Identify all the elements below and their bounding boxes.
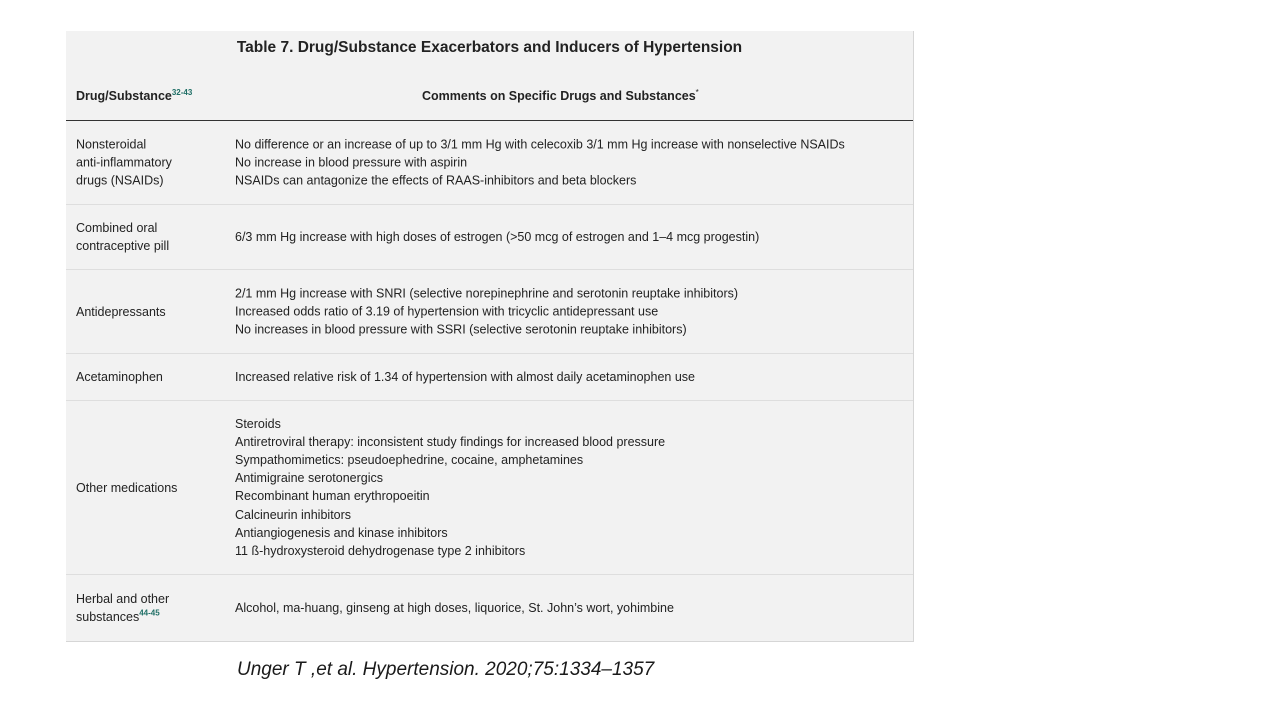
drug-cell [76, 302, 216, 320]
drug-reference: 44-45 [139, 608, 160, 618]
drug-line [76, 608, 216, 626]
comments-cell [235, 599, 905, 617]
column-header-comments-mark: * [695, 87, 699, 97]
comments-cell [235, 415, 905, 561]
comment-line: Increased odds ratio of 3.19 of hypertension with tricyclic antidepressant use [235, 304, 659, 319]
drug-line: contraceptive pill [76, 239, 170, 253]
drug-line: anti-inflammatory [76, 155, 172, 170]
drug-line: Antidepressants [76, 304, 166, 319]
comment-line: Increased relative risk of 1.34 of hypertension with almost daily acetaminophen use [235, 369, 695, 384]
table-row [66, 270, 913, 354]
comment-line: Antiretroviral therapy: inconsistent study findings for increased blood pressure [235, 434, 666, 449]
drug-line-text: substances [76, 610, 140, 624]
comment-line: Steroids [235, 416, 281, 431]
comment-line: Sympathomimetics: pseudoephedrine, cocaine, amphetamines [235, 453, 584, 468]
table-title: Table 7. Drug/Substance Exacerbators and Inducers of Hypertension [236, 39, 743, 56]
drug-line: Other medications [76, 480, 178, 495]
comment-line: Antimigraine serotonergics [235, 471, 383, 486]
table-row [66, 205, 913, 270]
comment-line: Recombinant human erythropoeitin [235, 489, 430, 504]
comment-line: No increases in blood pressure with SSRI (selective serotonin reuptake inhibitors) [235, 322, 687, 337]
drug-cell [76, 219, 216, 255]
drug-line: drugs (NSAIDs) [76, 173, 164, 188]
comment-line: Antiangiogenesis and kinase inhibitors [235, 525, 448, 540]
column-header-drug-reference: 32-43 [171, 87, 193, 97]
drug-cell [76, 478, 216, 496]
drug-cell [76, 135, 216, 190]
comment-line: 11 ß-hydroxysteroid dehydrogenase type 2 inhibitors [235, 544, 526, 559]
comments-cell [235, 228, 905, 246]
column-header-drug-label: Drug/Substance [76, 89, 172, 103]
comment-line: No difference or an increase of up to 3/1 mm Hg with celecoxib 3/1 mm Hg increase with nonselective NSAIDs [235, 137, 845, 152]
drug-line: Combined oral [76, 220, 158, 235]
citation: Unger T ,et al. Hypertension. 2020;75:1334–1357 [237, 659, 655, 680]
comment-line: Alcohol, ma-huang, ginseng at high doses, liquorice, St. John’s wort, yohimbine [235, 600, 674, 615]
drug-table [66, 31, 914, 642]
comment-line: Calcineurin inhibitors [235, 507, 352, 522]
drug-cell [76, 590, 216, 626]
column-header-comments-label: Comments on Specific Drugs and Substances [422, 89, 696, 103]
drug-cell [76, 368, 216, 386]
table-row [66, 354, 913, 401]
column-header-comments [422, 89, 699, 103]
comment-line: NSAIDs can antagonize the effects of RAAS-inhibitors and beta blockers [235, 173, 637, 188]
comment-line: 6/3 mm Hg increase with high doses of estrogen (>50 mcg of estrogen and 1–4 mcg progestin) [235, 229, 760, 244]
table-row [66, 575, 913, 641]
table-row [66, 401, 913, 575]
comments-cell [235, 284, 905, 339]
comments-cell [235, 135, 905, 190]
comment-line: No increase in blood pressure with aspirin [235, 155, 468, 170]
comments-cell [235, 368, 905, 386]
drug-line: Nonsteroidal [76, 137, 147, 152]
column-header-drug [76, 89, 192, 103]
drug-line: Herbal and other [76, 591, 170, 606]
table-row [66, 121, 913, 205]
drug-line: Acetaminophen [76, 369, 163, 384]
comment-line: 2/1 mm Hg increase with SNRI (selective norepinephrine and serotonin reuptake inhibitors) [235, 286, 739, 301]
